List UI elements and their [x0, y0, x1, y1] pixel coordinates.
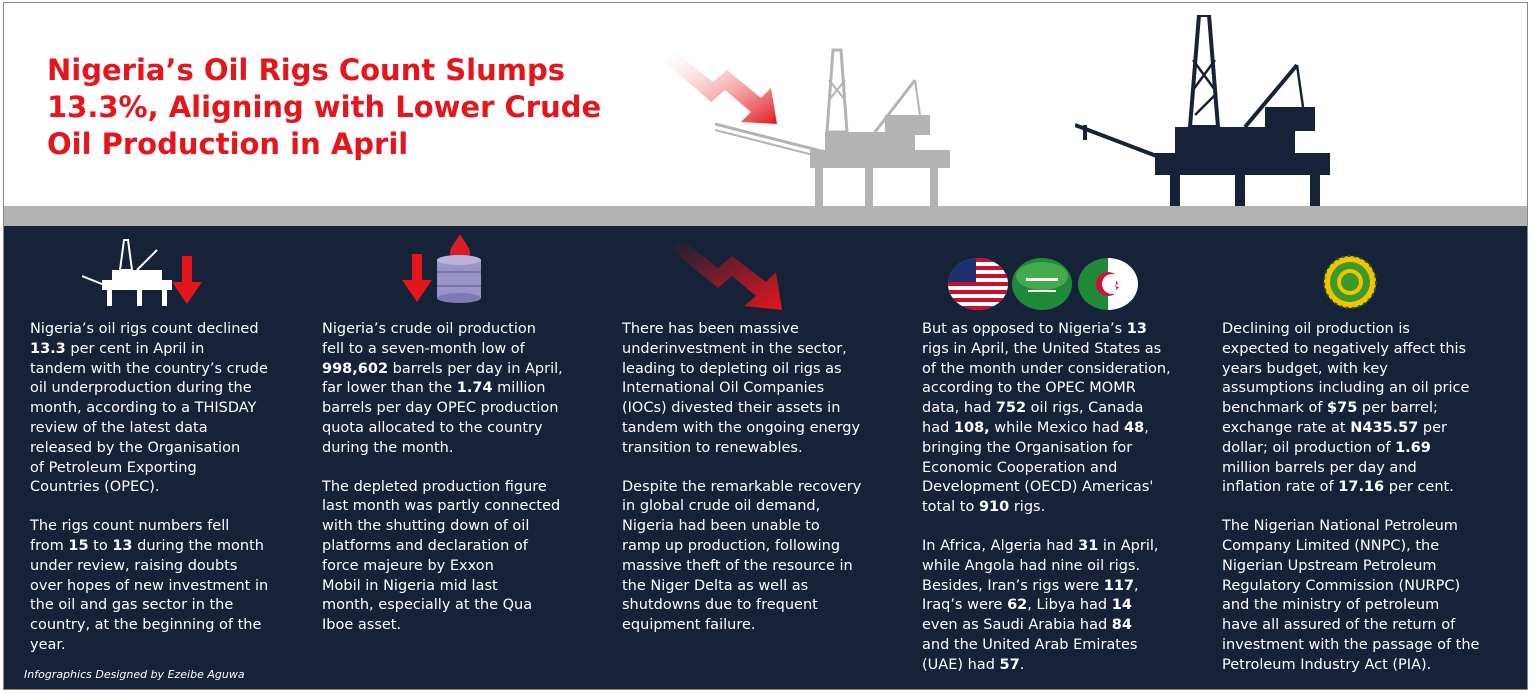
- highlighted-figure: 62: [1007, 597, 1028, 614]
- highlighted-figure: 13.3: [30, 340, 66, 357]
- text-run: million barrels per day OPEC production quota allocated to the country during the month.: [322, 380, 559, 456]
- text-run: .: [1019, 656, 1025, 673]
- text-run: in April, while Angola had nine oil rigs. Besides, Iran’s rigs were: [922, 537, 1159, 594]
- highlighted-figure: 108,: [953, 419, 990, 436]
- text-run: during the month under review, raising doubts over hopes of new investment in the oil and gas sector in the country, at the beginning of the year.: [30, 537, 269, 653]
- highlighted-figure: 13: [1126, 321, 1147, 337]
- paragraph: [30, 517, 315, 656]
- highlighted-figure: 48: [1124, 419, 1145, 436]
- highlighted-figure: 84: [1111, 617, 1132, 634]
- text-run: The rigs count numbers fell from: [30, 518, 230, 554]
- divider-band: [3, 206, 1528, 226]
- country-flags-icon: [946, 256, 1142, 312]
- designer-credit: Infographics Designed by Ezeibe Aguwa: [24, 668, 245, 681]
- column-1: [30, 320, 315, 675]
- column-2: [322, 320, 614, 655]
- column-4: [922, 320, 1217, 694]
- text-run: barrels per day in April, far lower than the: [322, 360, 563, 397]
- text-run: Despite the remarkable recovery in global crude oil demand, Nigeria had been unable to ramp up production, following massive theft of the resource in the Niger Delta as well as shutdowns due to frequent equipment failure.: [622, 478, 862, 634]
- text-run: and the United Arab Emirates (UAE) had: [922, 636, 1138, 673]
- text-run: There has been massive underinvestment in the sector, leading to depleting oil rigs as International Oil Companies (IOCs) divested their assets in tandem with the ongoing energy transition to renewables.: [622, 321, 861, 456]
- text-run: to: [88, 537, 113, 554]
- text-run: rigs in April, the United States as of the month under consideration, according to the OPEC MOMR data, had: [922, 340, 1171, 417]
- paragraph: [322, 320, 614, 459]
- text-run: But as opposed to Nigeria’s: [922, 321, 1127, 337]
- headline: [47, 52, 727, 163]
- paragraph: [30, 320, 315, 498]
- text-run: Nigeria’s crude oil production fell to a seven-month low of: [322, 321, 536, 357]
- text-run: rigs.: [1009, 499, 1046, 516]
- text-run: per barrel; exchange rate at: [1222, 400, 1438, 436]
- highlighted-figure: 31: [1078, 537, 1099, 554]
- text-run: per dollar; oil production of: [1222, 419, 1448, 456]
- highlighted-figure: 998,602: [322, 360, 389, 377]
- text-run: even as Saudi Arabia had: [922, 617, 1108, 634]
- column-5: [1222, 320, 1522, 694]
- text-run: , bringing the Organisation for Economic Cooperation and Development (OECD) Americas' total to: [922, 419, 1154, 516]
- highlighted-figure: N435.57: [1350, 419, 1419, 436]
- highlighted-figure: 910: [978, 499, 1010, 516]
- headline-line: Oil Production in April: [47, 127, 409, 161]
- paragraph: [1222, 517, 1522, 675]
- text-run: per cent.: [1384, 479, 1454, 496]
- highlighted-figure: $75: [1327, 400, 1358, 417]
- highlighted-figure: 57: [999, 656, 1020, 673]
- text-run: The depleted production figure last month was partly connected with the shutting down of oil platforms and declaration of force majeure by Exxon Mobil in Nigeria mid last month, especially at the Qua Iboe asset.: [322, 478, 561, 634]
- headline-line: 13.3%, Aligning with Lower Crude: [47, 90, 602, 124]
- text-run: while Mexico had: [989, 419, 1125, 436]
- oil-rig-down-arrow-icon: [82, 238, 212, 308]
- paragraph: [322, 478, 614, 636]
- column-3: [622, 320, 917, 655]
- paragraph: [622, 478, 917, 636]
- navy-oil-rig-icon: [1075, 15, 1335, 227]
- nnpc-logo-icon: [1314, 253, 1386, 311]
- highlighted-figure: 15: [68, 537, 89, 554]
- highlighted-figure: 1.69: [1395, 439, 1431, 456]
- highlighted-figure: 17.16: [1338, 479, 1385, 496]
- highlighted-figure: 752: [995, 400, 1027, 417]
- highlighted-figure: 117: [1103, 577, 1135, 594]
- paragraph: [1222, 320, 1522, 498]
- highlighted-figure: 1.74: [456, 380, 493, 397]
- highlighted-figure: 14: [1111, 597, 1132, 614]
- text-run: per cent in April in tandem with the country’s crude oil underproduction during the month, according to a THISDAY review of the latest data released by the Organisation of Petroleum Exporting Countries (OPEC).: [30, 340, 268, 496]
- text-run: In Africa, Algeria had: [922, 537, 1079, 554]
- text-run: , Libya had: [1027, 597, 1112, 614]
- oil-barrel-drop-icon: [402, 232, 492, 310]
- gray-oil-rig-icon: [715, 40, 965, 208]
- highlighted-figure: 13: [112, 537, 133, 554]
- text-run: The Nigerian National Petroleum Company Limited (NNPC), the Nigerian Upstream Petroleum Regulatory Commission (NURPC) and the ministry of petroleum have all assured of the return of investment with the passage of the Petroleum Industry Act (PIA).: [1222, 518, 1480, 673]
- text-run: , Iraq’s were: [922, 577, 1139, 614]
- paragraph: [922, 537, 1217, 676]
- headline-line: Nigeria’s Oil Rigs Count Slumps: [47, 53, 566, 87]
- text-run: million barrels per day and inflation rate of: [1222, 459, 1417, 496]
- paragraph: [922, 320, 1217, 518]
- decline-arrow-icon: [672, 240, 790, 312]
- text-run: oil rigs, Canada had: [922, 400, 1144, 436]
- paragraph: [622, 320, 917, 459]
- text-run: Declining oil production is expected to negatively affect this years budget, with key assumptions including an oil price benchmark of: [1222, 321, 1470, 417]
- text-run: Nigeria’s oil rigs count declined: [30, 321, 259, 337]
